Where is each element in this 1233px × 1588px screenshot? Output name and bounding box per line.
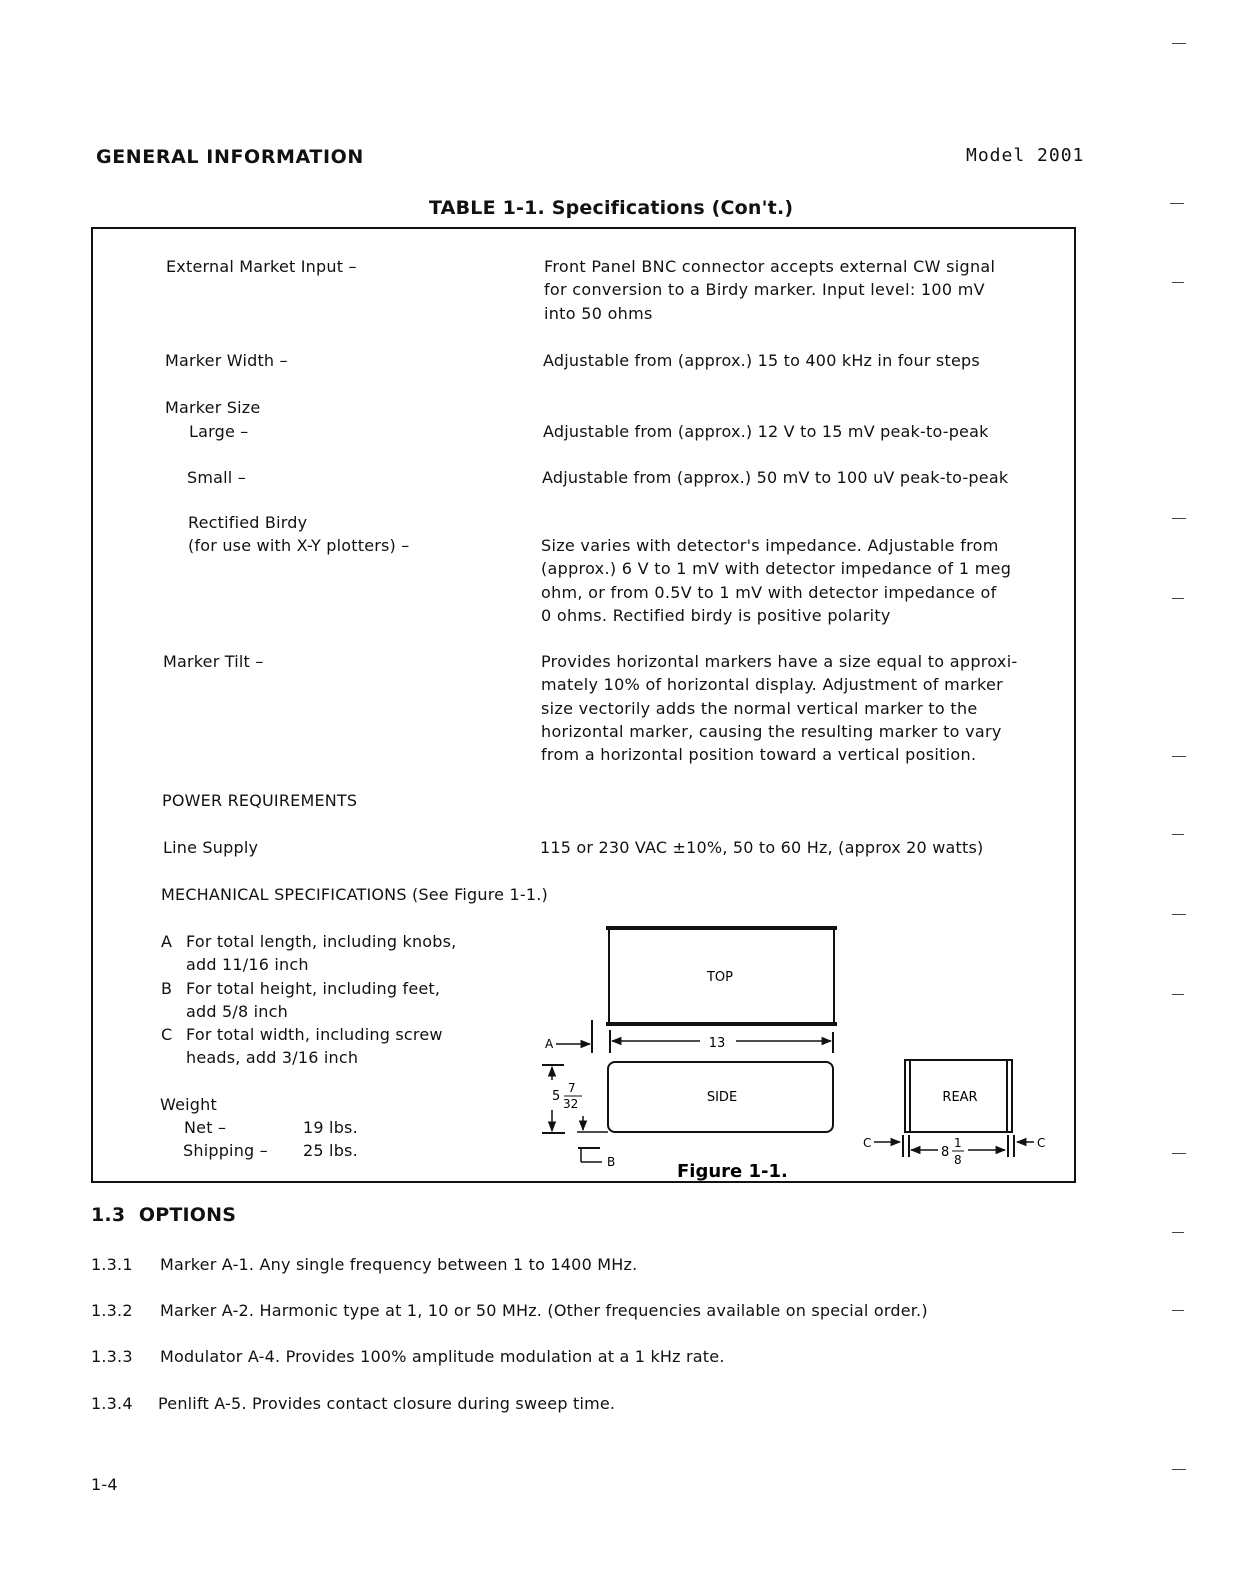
option-number: 1.3.4: [91, 1394, 133, 1413]
spec-line: (approx.) 6 V to 1 mV with detector impedance of 1 meg: [541, 559, 1012, 579]
dim-c-label-left: C: [863, 1136, 872, 1150]
options-heading: 1.3 OPTIONS: [91, 1204, 237, 1226]
note-b-line1: For total height, including feet,: [186, 979, 441, 998]
margin-mark: [1172, 1469, 1186, 1470]
option-number: 1.3.2: [91, 1301, 133, 1320]
margin-mark: [1172, 994, 1184, 995]
option-text: Marker A-1. Any single frequency between 1 to 1400 MHz.: [160, 1255, 638, 1274]
section-title: GENERAL INFORMATION: [96, 146, 364, 168]
power-requirements-heading: POWER REQUIREMENTS: [162, 791, 358, 810]
spec-label-large: Large –: [189, 422, 249, 441]
table-caption: TABLE 1-1. Specifications (Con't.): [429, 197, 794, 219]
top-label: TOP: [706, 970, 734, 985]
page-number: 1-4: [91, 1475, 118, 1494]
note-c-line2: heads, add 3/16 inch: [186, 1048, 359, 1067]
spec-line: size vectorily adds the normal vertical marker to the: [541, 698, 978, 718]
note-a-line1: For total length, including knobs,: [186, 932, 457, 951]
width-den: 8: [954, 1153, 962, 1167]
spec-value-marker-tilt: [541, 650, 1019, 766]
margin-mark: [1172, 1310, 1184, 1311]
spec-line: mately 10% of horizontal display. Adjustment of marker: [541, 675, 1003, 695]
margin-mark: [1172, 282, 1184, 283]
margin-mark: [1172, 598, 1184, 599]
weight-shipping-label: Shipping –: [183, 1141, 268, 1160]
width-whole: 8: [941, 1145, 950, 1160]
length-value: 13: [708, 1036, 726, 1051]
note-letter-b: B: [161, 979, 173, 998]
mechanical-specifications-heading: MECHANICAL SPECIFICATIONS (See Figure 1-1.): [161, 885, 548, 904]
note-a-line2: add 11/16 inch: [186, 955, 309, 974]
spec-label-line-supply: Line Supply: [163, 838, 259, 857]
width-num: 1: [954, 1136, 962, 1150]
spec-label-marker-width: Marker Width –: [165, 351, 288, 370]
spec-line: ohm, or from 0.5V to 1 mV with detector impedance of: [541, 582, 997, 602]
dim-b-label: B: [607, 1155, 616, 1169]
side-label: SIDE: [706, 1090, 738, 1105]
height-whole: 5: [552, 1089, 561, 1104]
model-label: Model 2001: [966, 145, 1085, 166]
dim-c-label-right: C: [1037, 1136, 1046, 1150]
option-number: 1.3.3: [91, 1347, 133, 1366]
spec-label-external-marker-input: External Market Input –: [166, 257, 357, 276]
spec-value-marker-width: Adjustable from (approx.) 15 to 400 kHz in four steps: [543, 351, 980, 370]
spec-line: Front Panel BNC connector accepts external CW signal: [544, 257, 996, 276]
spec-label-rectified-birdy: Rectified Birdy: [188, 513, 308, 532]
note-b-line2: add 5/8 inch: [186, 1002, 288, 1021]
spec-value-large: Adjustable from (approx.) 12 V to 15 mV peak-to-peak: [543, 422, 989, 441]
spec-label-rectified-birdy-note: (for use with X-Y plotters) –: [188, 536, 410, 555]
spec-line: for conversion to a Birdy marker. Input level: 100 mV: [544, 280, 985, 300]
spec-line: into 50 ohms: [544, 303, 653, 323]
note-letter-a: A: [161, 932, 173, 951]
margin-mark: [1170, 203, 1184, 204]
weight-heading: Weight: [160, 1095, 217, 1114]
height-den: 32: [563, 1097, 579, 1111]
weight-shipping-value: 25 lbs.: [303, 1141, 358, 1160]
spec-line: Size varies with detector's impedance. Adjustable from: [541, 536, 999, 555]
option-text: Marker A-2. Harmonic type at 1, 10 or 50 MHz. (Other frequencies available on special order.): [160, 1301, 928, 1320]
margin-mark: [1172, 1153, 1186, 1154]
dim-a-label: A: [545, 1037, 554, 1051]
note-letter-c: C: [161, 1025, 173, 1044]
spec-line: horizontal marker, causing the resulting marker to vary: [541, 721, 1002, 741]
option-text: Penlift A-5. Provides contact closure during sweep time.: [158, 1394, 616, 1413]
option-number: 1.3.1: [91, 1255, 133, 1274]
margin-mark: [1172, 914, 1186, 915]
spec-label-marker-size: Marker Size: [165, 398, 261, 417]
rear-label: REAR: [942, 1090, 978, 1105]
spec-value-external-marker-input: [544, 255, 1022, 325]
spec-line: from a horizontal position toward a vertical position.: [541, 745, 977, 765]
height-num: 7: [568, 1081, 576, 1095]
spec-line: 0 ohms. Rectified birdy is positive polarity: [541, 605, 891, 625]
spec-value-rectified-birdy: [541, 534, 1019, 627]
spec-value-line-supply: 115 or 230 VAC ±10%, 50 to 60 Hz, (approx 20 watts): [540, 838, 984, 857]
margin-mark: [1172, 756, 1186, 757]
margin-mark: [1172, 518, 1186, 519]
weight-net-label: Net –: [184, 1118, 227, 1137]
note-c-line1: For total width, including screw: [186, 1025, 443, 1044]
weight-net-value: 19 lbs.: [303, 1118, 358, 1137]
margin-mark: [1172, 1232, 1184, 1233]
margin-mark: [1172, 43, 1186, 44]
spec-label-small: Small –: [187, 468, 246, 487]
spec-value-small: Adjustable from (approx.) 50 mV to 100 uV peak-to-peak: [542, 468, 1009, 487]
spec-line: Provides horizontal markers have a size equal to approxi-: [541, 652, 1018, 671]
option-text: Modulator A-4. Provides 100% amplitude modulation at a 1 kHz rate.: [160, 1347, 725, 1366]
spec-label-marker-tilt: Marker Tilt –: [163, 652, 264, 671]
figure-1-1: [520, 920, 1060, 1185]
figure-caption: Figure 1-1.: [677, 1161, 788, 1182]
margin-mark: [1172, 834, 1184, 835]
